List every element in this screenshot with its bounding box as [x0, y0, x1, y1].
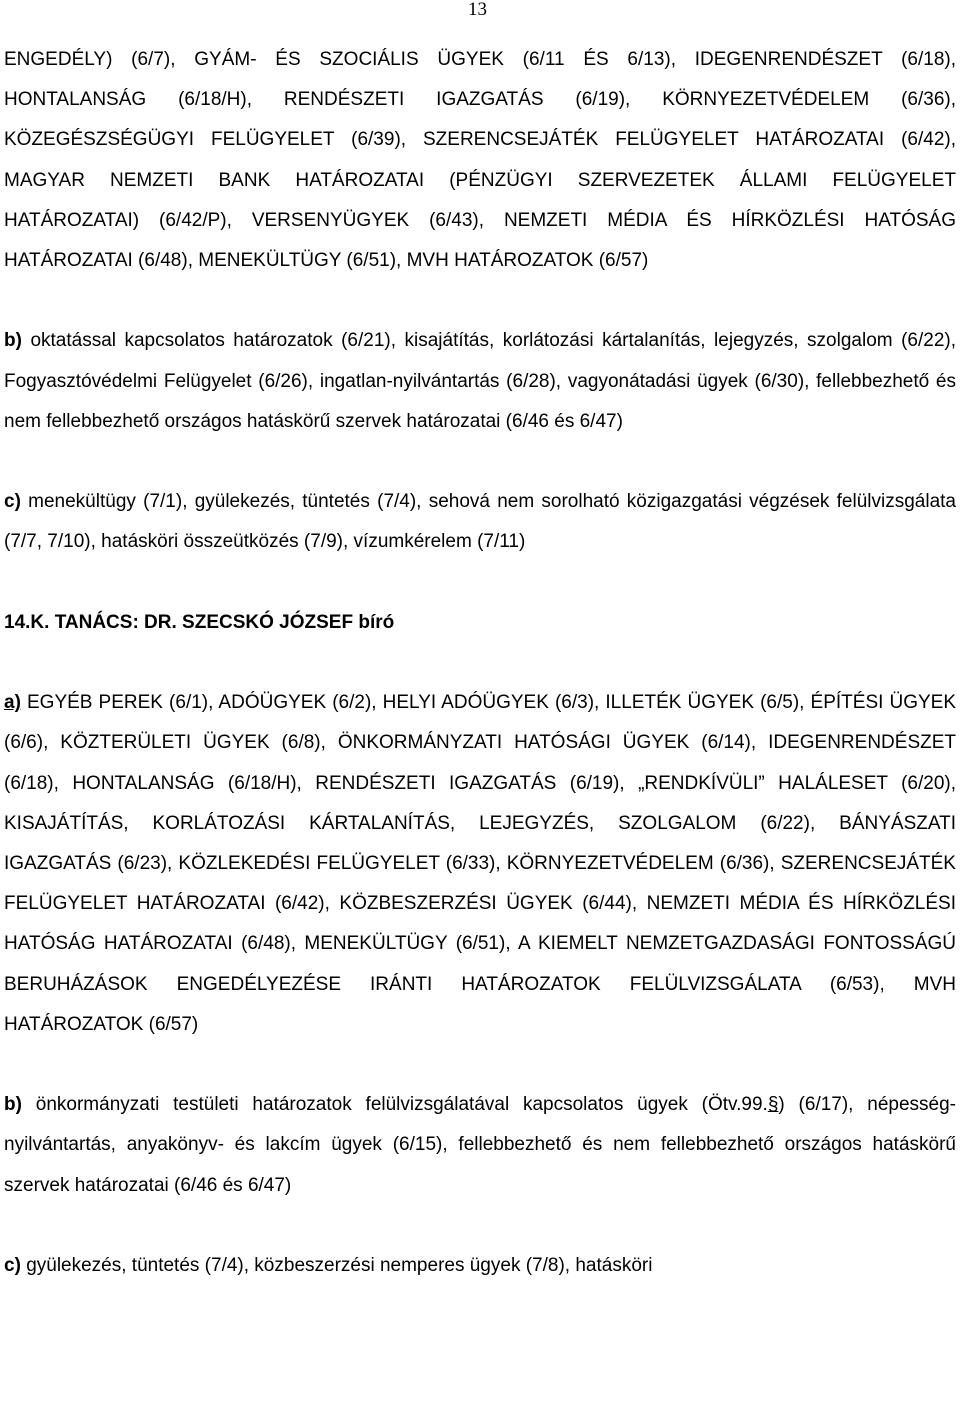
section-sign: §: [767, 1094, 779, 1116]
paragraph-text: ) (6/17), népesség-nyilvántartás, anyakönyv- és lakcím ügyek (6/15), fellebbezhető és nem fellebbezhető országos hatáskörű szervek határozatai (6/46 és 6/47): [4, 1094, 957, 1196]
paragraph-b-education: [4, 321, 956, 442]
paragraph-text: önkormányzati testületi határozatok felülvizsgálatával kapcsolatos ügyek (Ötv.99.: [35, 1094, 768, 1116]
paragraph-continued-list: [4, 40, 956, 281]
page-number: 13: [468, 0, 487, 20]
paragraph-c-assembly: [4, 1246, 956, 1286]
paragraph-text: menekültügy (7/1), gyülekezés, tüntetés (7/4), sehová nem sorolható közigazgatási végzések felülvizsgálata (7/7, 7/10), hatásköri összeütközés (7/9), vízumkérelem (7/11): [4, 491, 957, 553]
list-marker: b): [4, 1094, 22, 1116]
paragraph-text: oktatással kapcsolatos határozatok (6/21), kisajátítás, korlátozási kártalanítás, lejegyzés, szolgalom (6/22), Fogyasztóvédelmi Felügyelet (6/26), ingatlan-nyilvántartás (6/28), vagyonátadási ügyek (6/30), fellebbezhető és nem fellebbezhető országos hatáskörű szervek határozatai (6/46 és 6/47): [4, 330, 956, 432]
section-heading: 14.K. TANÁCS: DR. SZECSKÓ JÓZSEF bíró: [4, 611, 395, 633]
list-marker: c): [4, 1255, 21, 1276]
list-marker: c): [4, 491, 21, 513]
document-body: [4, 40, 956, 1286]
paragraph-text: gyülekezés, tüntetés (7/4), közbeszerzési nemperes ügyek (7/8), hatásköri: [26, 1255, 653, 1276]
paragraph-b-municipal: [4, 1085, 956, 1206]
paragraph-c-refugee: [4, 482, 956, 562]
paragraph-a-other-cases: [4, 683, 956, 1045]
paragraph-text: ENGEDÉLY) (6/7), GYÁM- ÉS SZOCIÁLIS ÜGYEK (6/11 ÉS 6/13), IDEGENRENDÉSZET (6/18), HONTALANSÁG (6/18/H), RENDÉSZETI IGAZGATÁS (6/19), KÖRNYEZETVÉDELEM (6/36), KÖZEGÉSZSÉGÜGYI FELÜGYELET (6/39), SZERENCSEJÁTÉK FELÜGYELET HATÁROZATAI (6/42), MAGYAR NEMZETI BANK HATÁROZATAI (PÉNZÜGYI SZERVEZETEK ÁLLAMI FELÜGYELET HATÁROZATAI) (6/42/P), VERSENYÜGYEK (6/43), NEMZETI MÉDIA ÉS HÍRKÖZLÉSI HATÓSÁG HATÁROZATAI (6/48), MENEKÜLTÜGY (6/51), MVH HATÁROZATOK (6/57): [4, 49, 956, 272]
list-marker: a): [4, 692, 21, 714]
paragraph-text: EGYÉB PEREK (6/1), ADÓÜGYEK (6/2), HELYI ADÓÜGYEK (6/3), ILLETÉK ÜGYEK (6/5), ÉPÍTÉSI ÜGYEK (6/6), KÖZTERÜLETI ÜGYEK (6/8), ÖNKORMÁNYZATI HATÓSÁGI ÜGYEK (6/14), IDEGENRENDÉSZET (6/18), HONTALANSÁG (6/18/H), RENDÉSZETI IGAZGATÁS (6/19), „RENDKÍVÜLI” HALÁLESET (6/20), KISAJÁTÍTÁS, KORLÁTOZÁSI KÁRTALANÍTÁS, LEJEGYZÉS, SZOLGALOM (6/22), BÁNYÁSZATI IGAZGATÁS (6/23), KÖZLEKEDÉSI FELÜGYELET (6/33), KÖRNYEZETVÉDELEM (6/36), SZERENCSEJÁTÉK FELÜGYELET HATÁROZATAI (6/42), KÖZBESZERZÉSI ÜGYEK (6/44), NEMZETI MÉDIA ÉS HÍRKÖZLÉSI HATÓSÁG HATÁROZATAI (6/48), MENEKÜLTÜGY (6/51), A KIEMELT NEMZETGAZDASÁGI FONTOSSÁGÚ BERUHÁZÁSOK ENGEDÉLYEZÉSE IRÁNTI HATÁROZATOK FELÜLVIZSGÁLATA (6/53), MVH HATÁROZATOK (6/57): [4, 692, 956, 1035]
list-marker: b): [4, 330, 22, 352]
